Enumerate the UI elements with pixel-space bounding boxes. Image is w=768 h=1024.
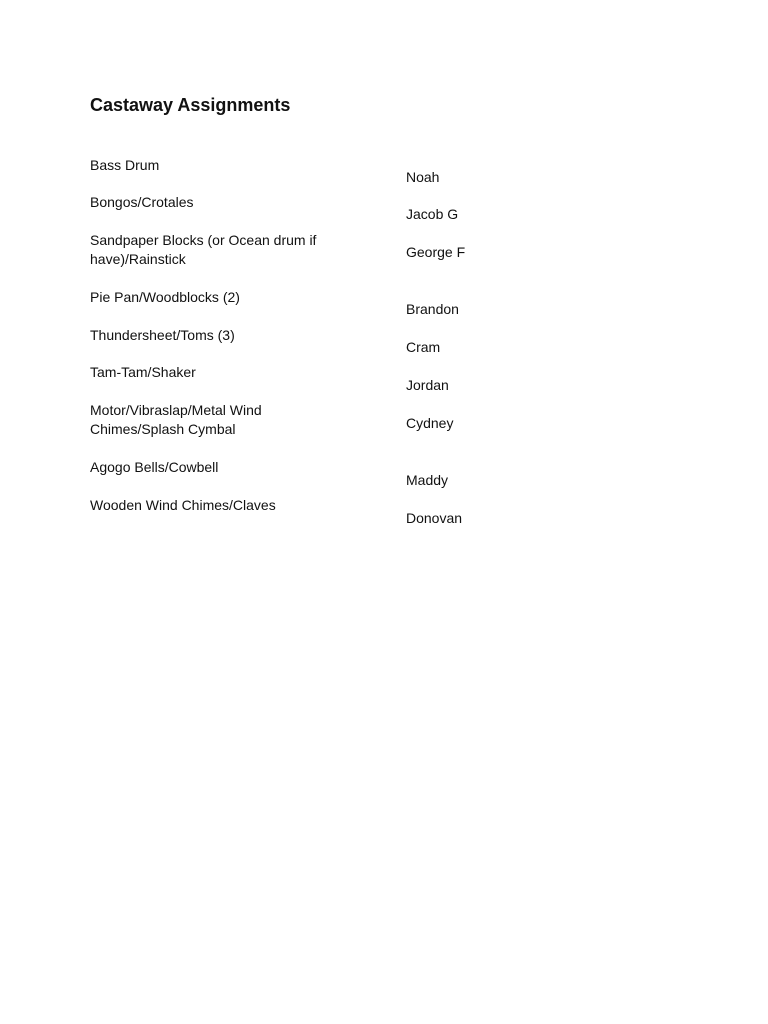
- player-item: Noah: [406, 169, 440, 185]
- instrument-item: Thundersheet/Toms (3): [90, 327, 235, 343]
- page-title: Castaway Assignments: [90, 95, 291, 115]
- player-item: Brandon: [406, 301, 459, 317]
- instrument-item: Tam-Tam/Shaker: [90, 364, 196, 380]
- player-item: Jordan: [406, 377, 449, 393]
- player-item: George F: [406, 244, 466, 260]
- player-item: Cydney: [406, 415, 454, 431]
- instrument-item: Wooden Wind Chimes/Claves: [90, 497, 276, 513]
- player-item: Jacob G: [406, 206, 459, 222]
- player-item: Cram: [406, 339, 441, 355]
- instrument-item: Sandpaper Blocks (or Ocean drum if have)/Rainstick: [90, 232, 317, 267]
- instrument-item: Agogo Bells/Cowbell: [90, 459, 219, 475]
- instrument-item: Pie Pan/Woodblocks (2): [90, 289, 240, 305]
- instrument-item: Bass Drum: [90, 157, 160, 173]
- instrument-item: Motor/Vibraslap/Metal Wind Chimes/Splash Cymbal: [90, 402, 262, 437]
- instrument-item: Bongos/Crotales: [90, 194, 194, 210]
- player-item: Maddy: [406, 472, 449, 488]
- player-item: Donovan: [406, 510, 463, 526]
